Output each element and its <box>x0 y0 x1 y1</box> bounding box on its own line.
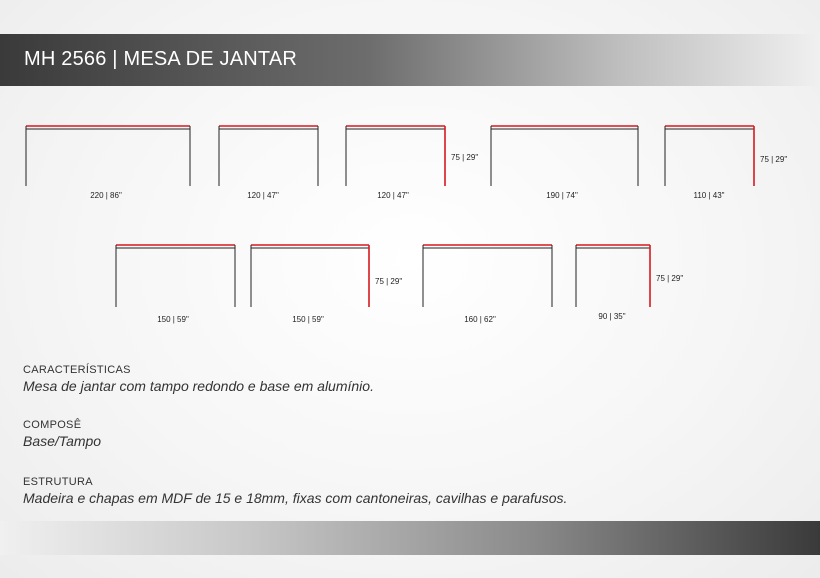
table-diagram <box>251 245 402 324</box>
spec-value: Madeira e chapas em MDF de 15 e 18mm, fixas com cantoneiras, cavilhas e parafusos. <box>23 490 568 506</box>
spec-label: COMPOSÊ <box>23 419 82 431</box>
width-label: 90 | 35" <box>598 312 626 321</box>
spec-caracteristicas <box>23 364 374 394</box>
width-label: 110 | 43" <box>693 191 725 200</box>
table-diagram <box>423 245 552 324</box>
spec-label: ESTRUTURA <box>23 476 93 488</box>
table-diagram <box>26 126 190 200</box>
table-diagram <box>116 245 235 324</box>
table-diagram <box>219 126 318 200</box>
table-diagram <box>576 245 683 321</box>
spec-value: Base/Tampo <box>23 433 102 449</box>
height-label: 75 | 29" <box>760 155 788 164</box>
table-diagram <box>665 126 787 200</box>
table-diagram <box>491 126 638 200</box>
table-diagram <box>346 126 478 200</box>
spec-estrutura <box>23 476 567 506</box>
width-label: 160 | 62" <box>464 315 496 324</box>
width-label: 190 | 74" <box>546 191 578 200</box>
height-label: 75 | 29" <box>375 277 403 286</box>
width-label: 150 | 59" <box>157 315 189 324</box>
width-label: 150 | 59" <box>292 315 324 324</box>
spec-value: Mesa de jantar com tampo redondo e base em alumínio. <box>23 378 374 394</box>
spec-composicao <box>23 419 101 449</box>
page-title: MH 2566 | MESA DE JANTAR <box>24 48 298 70</box>
width-label: 120 | 47" <box>247 191 279 200</box>
width-label: 120 | 47" <box>377 191 409 200</box>
spec-label: CARACTERÍSTICAS <box>23 364 131 376</box>
footer-bar <box>0 521 820 555</box>
height-label: 75 | 29" <box>451 153 479 162</box>
height-label: 75 | 29" <box>656 274 684 283</box>
width-label: 220 | 86" <box>90 191 122 200</box>
